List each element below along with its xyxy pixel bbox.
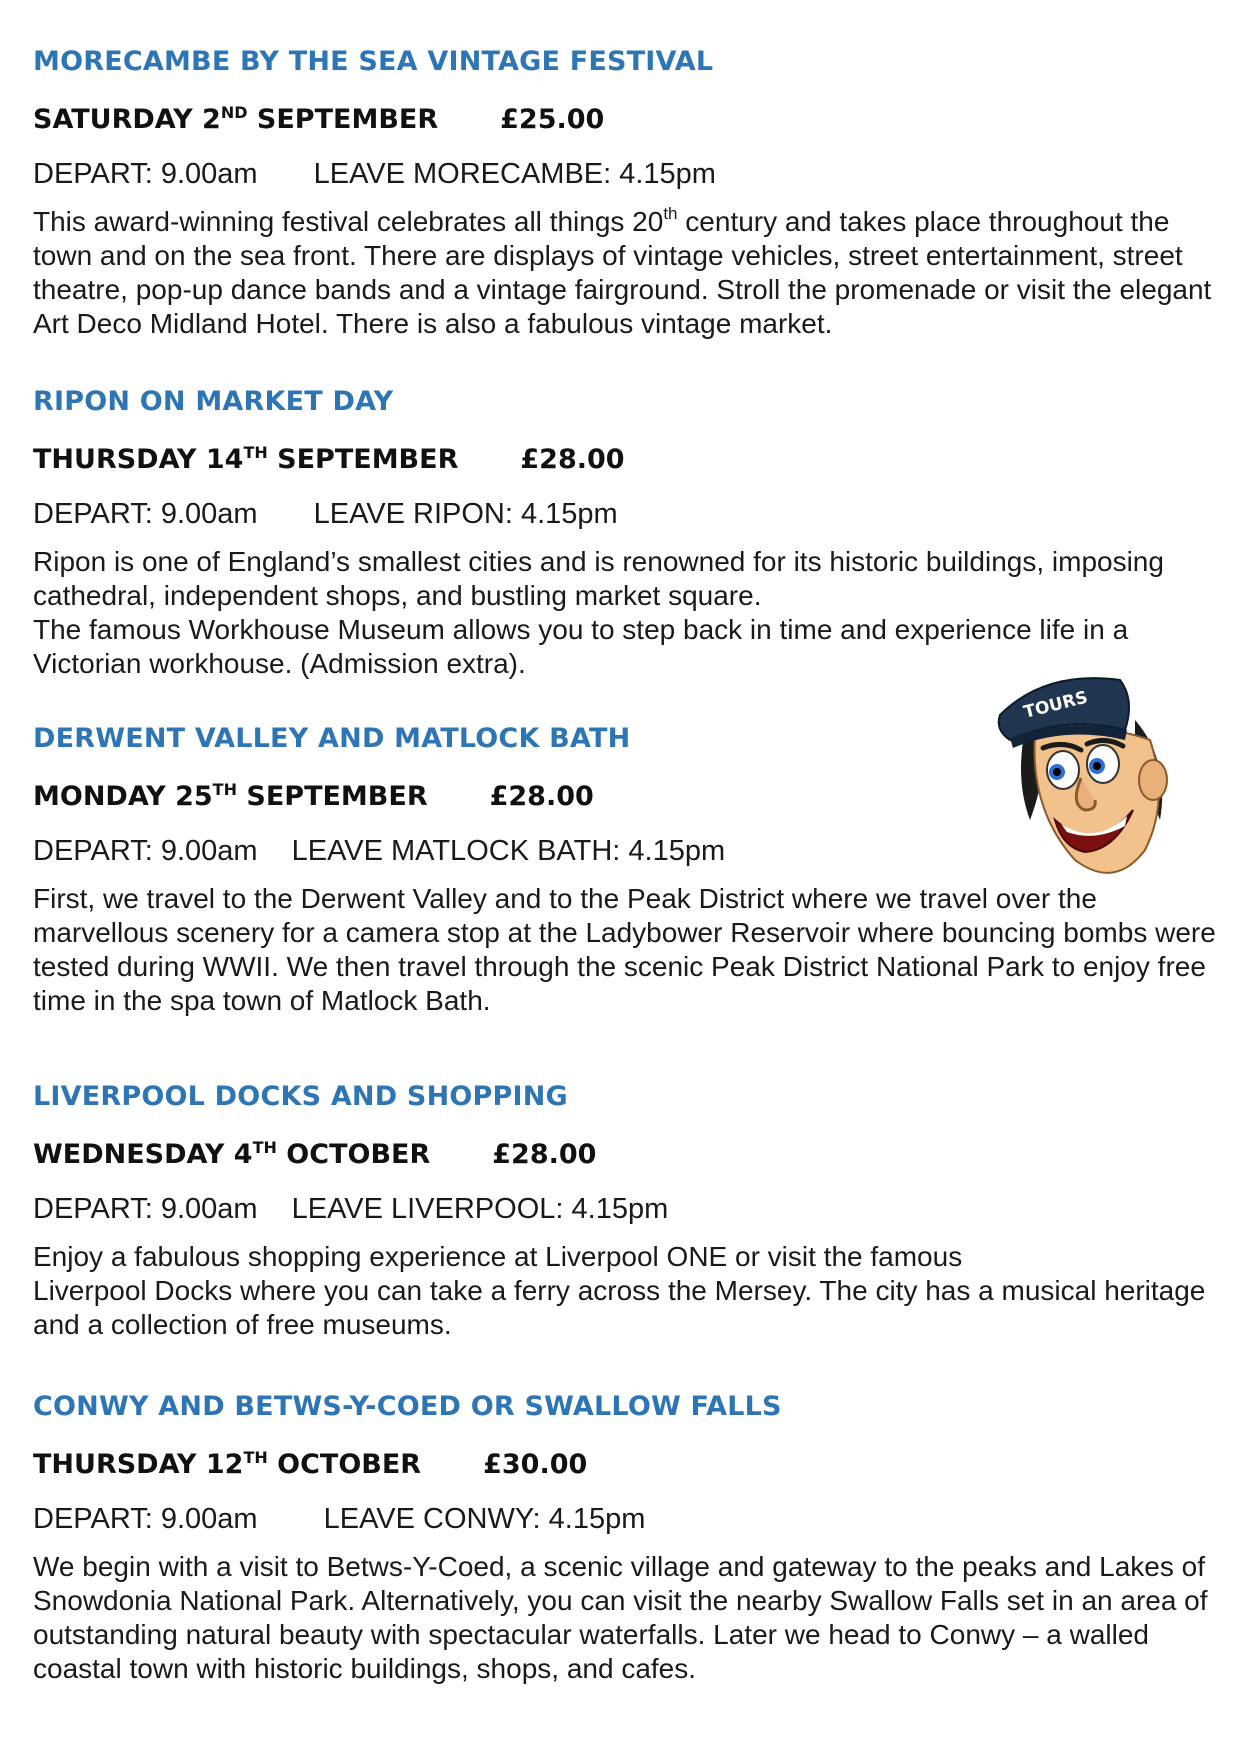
trip-date: MONDAY 25TH SEPTEMBER: [33, 780, 428, 812]
trip-conwy: [33, 1390, 1223, 1714]
trip-times: [33, 157, 1223, 191]
depart-time: DEPART: 9.00am: [33, 158, 258, 190]
trip-date: WEDNESDAY 4TH OCTOBER: [33, 1138, 431, 1170]
trip-date: THURSDAY 12TH OCTOBER: [33, 1448, 422, 1480]
trip-price: £28.00: [492, 1139, 597, 1170]
trip-times: [33, 1502, 1223, 1536]
trip-description-extra: The famous Workhouse Museum allows you to step back in time and experience life in a Victorian workhouse. (Admission extra).: [33, 614, 1129, 679]
trip-price: £28.00: [520, 444, 625, 475]
leave-time: LEAVE MATLOCK BATH: 4.15pm: [291, 835, 726, 867]
trip-date-price: [33, 103, 1223, 137]
mascot-cap-text: TOURS: [1021, 687, 1090, 723]
trip-liverpool: [33, 1080, 1223, 1370]
trip-title: DERWENT VALLEY AND MATLOCK BATH: [33, 723, 631, 754]
depart-time: DEPART: 9.00am: [33, 498, 258, 530]
trip-date-price: [33, 443, 1223, 477]
trip-title: CONWY AND BETWS-Y-COED OR SWALLOW FALLS: [33, 1391, 782, 1422]
trip-description-extra: Liverpool Docks where you can take a ferry across the Mersey. The city has a musical heritage and a collection of free museums.: [33, 1275, 1206, 1340]
leave-time: LEAVE LIVERPOOL: 4.15pm: [291, 1193, 669, 1225]
leave-time: LEAVE RIPON: 4.15pm: [313, 498, 618, 530]
trip-description: We begin with a visit to Betws-Y-Coed, a scenic village and gateway to the peaks and Lakes of Snowdonia National Park. Alternatively, you can visit the nearby Swallow Falls set in an area of outstanding natural beauty with spectacular waterfalls. Later we head to Conwy – a walled coastal town with historic buildings, shops, and cafes.: [33, 1551, 1208, 1684]
trip-description: First, we travel to the Derwent Valley and to the Peak District where we travel over the marvellous scenery for a camera stop at the Ladybower Reservoir where bouncing bombs were tested during WWII. We then travel through the scenic Peak District National Park to enjoy free time in the spa town of Matlock Bath.: [33, 883, 1216, 1016]
trip-title: MORECAMBE BY THE SEA VINTAGE FESTIVAL: [33, 46, 714, 77]
leave-time: LEAVE CONWY: 4.15pm: [323, 1503, 646, 1535]
trip-description: This award-winning festival celebrates all things 20th century and takes place throughout the town and on the sea front. There are displays of vintage vehicles, street entertainment, street theatre, pop-up dance bands and a vintage fairground. Stroll the promenade or visit the elegant Art Deco Midland Hotel. There is also a fabulous vintage market.: [33, 204, 1212, 339]
trip-price: £30.00: [483, 1449, 588, 1480]
depart-time: DEPART: 9.00am: [33, 1503, 258, 1535]
trip-title: RIPON ON MARKET DAY: [33, 386, 394, 417]
tour-guide-mascot-icon: [985, 660, 1185, 890]
trip-times: [33, 1192, 1223, 1226]
trip-date: SATURDAY 2ND SEPTEMBER: [33, 103, 439, 135]
trip-date-price: [33, 1138, 1223, 1172]
trip-title: LIVERPOOL DOCKS AND SHOPPING: [33, 1081, 568, 1112]
trip-morecambe: [33, 45, 1223, 369]
trip-price: £28.00: [489, 781, 594, 812]
trip-description: Enjoy a fabulous shopping experience at Liverpool ONE or visit the famous: [33, 1241, 963, 1272]
trip-date-price: [33, 1448, 1223, 1482]
trip-times: [33, 497, 1223, 531]
trip-date: THURSDAY 14TH SEPTEMBER: [33, 443, 459, 475]
depart-time: DEPART: 9.00am: [33, 835, 258, 867]
trip-description: Ripon is one of England’s smallest cities and is renowned for its historic buildings, imposing cathedral, independent shops, and bustling market square.: [33, 546, 1164, 611]
depart-time: DEPART: 9.00am: [33, 1193, 258, 1225]
leave-time: LEAVE MORECAMBE: 4.15pm: [313, 158, 716, 190]
trip-price: £25.00: [500, 104, 605, 135]
